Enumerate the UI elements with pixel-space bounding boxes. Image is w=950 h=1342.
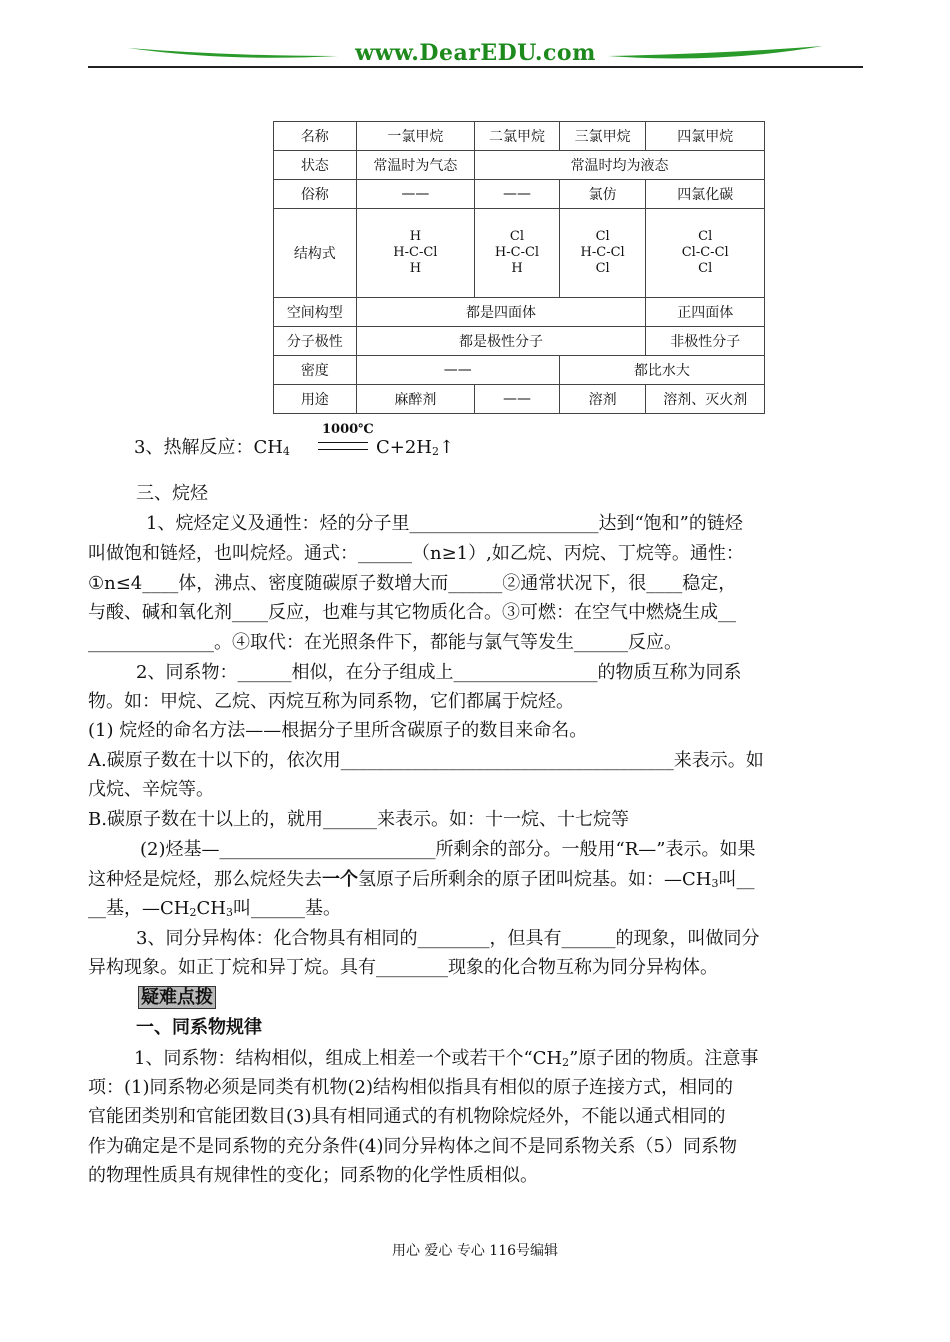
- text-line: 官能团类别和官能团数目(3)具有相同通式的有机物除烷烃外，不能以通式相同的: [88, 1106, 726, 1127]
- table-cell: 密度: [274, 356, 357, 385]
- table-cell: ——: [356, 180, 475, 209]
- text-line: 物。如：甲烷、乙烷、丙烷互称为同系物，它们都属于烷烃。: [88, 691, 574, 712]
- text-line: 这种烃是烷烃，那么烷烃失去一个氢原子后所剩余的原子团叫烷基。如：—CH3叫__: [88, 869, 755, 890]
- table-cell: 二氯甲烷: [475, 122, 560, 151]
- text-line: 与酸、碱和氧化剂____反应，也难与其它物质化合。③可燃：在空气中燃烧生成__: [88, 602, 736, 623]
- subsection-heading: 一、同系物规律: [136, 1017, 262, 1038]
- table-row: [274, 122, 765, 151]
- text-line: (2)烃基—________________________所剩余的部分。一般用“R—”表示。如果: [140, 839, 756, 860]
- structure-cell: [646, 209, 765, 298]
- table-cell: 都是四面体: [356, 298, 646, 327]
- text-line: 项：(1)同系物必须是同类有机物(2)结构相似指具有相似的原子连接方式，相同的: [88, 1077, 733, 1098]
- table-cell: 都是极性分子: [356, 327, 646, 356]
- text-line: 1、烷烃定义及通性：烃的分子里_____________________达到“饱和”的链烃: [146, 513, 743, 534]
- table-cell: 常温时均为液态: [475, 151, 765, 180]
- text-line: 异构现象。如正丁烷和异丁烷。具有________现象的化合物互称为同分异构体。: [88, 957, 718, 978]
- text-line: ①n≤4____体，沸点、密度随碳原子数增大而______②通常状况下，很____稳定，: [88, 573, 737, 594]
- table-cell: 溶剂: [559, 385, 646, 414]
- reaction-condition: 1000℃: [318, 422, 370, 456]
- table-row: [274, 151, 765, 180]
- text-line: 1、同系物：结构相似，组成上相差一个或若干个“CH2”原子团的物质。注意事: [134, 1048, 759, 1069]
- chloromethane-table: [273, 121, 765, 414]
- text-line: __基，—CH2CH3叫______基。: [88, 898, 341, 919]
- table-cell: 结构式: [274, 209, 357, 298]
- table-cell: 一氯甲烷: [356, 122, 475, 151]
- structural-formula: Cl Cl-C-Cl Cl: [681, 229, 729, 276]
- table-cell: ——: [356, 356, 559, 385]
- structure-cell: [559, 209, 646, 298]
- table-cell: ——: [475, 180, 560, 209]
- text-line: (1) 烷烃的命名方法——根据分子里所含碳原子的数目来命名。: [88, 720, 588, 741]
- text-line: ______________。④取代：在光照条件下，都能与氯气等发生______反应。: [88, 632, 682, 653]
- table-cell: 都比水大: [559, 356, 764, 385]
- structural-formula: Cl H-C-Cl Cl: [580, 229, 625, 276]
- table-cell: 溶剂、灭火剂: [646, 385, 765, 414]
- text-line: 作为确定是不是同系物的充分条件(4)同分异构体之间不是同系物关系（5）同系物: [88, 1136, 737, 1157]
- table-cell: 四氯化碳: [646, 180, 765, 209]
- table-cell: 俗称: [274, 180, 357, 209]
- text-line: 3、同分异构体：化合物具有相同的________，但具有______的现象，叫做同分: [136, 928, 760, 949]
- structure-cell: [475, 209, 560, 298]
- table-cell: 常温时为气态: [356, 151, 475, 180]
- text-line: 2、同系物：______相似，在分子组成上________________的物质互称为同系: [136, 662, 742, 683]
- header-rule: [88, 66, 863, 68]
- text-line: 叫做饱和链烃，也叫烷烃。通式：______（n≥1）,如乙烷、丙烷、丁烷等。通性：: [88, 543, 744, 564]
- table-row: [274, 327, 765, 356]
- table-cell: 非极性分子: [646, 327, 765, 356]
- reaction-product: C+2H2↑: [376, 437, 455, 458]
- table-row: [274, 356, 765, 385]
- table-cell: 名称: [274, 122, 357, 151]
- structural-formula: Cl H-C-Cl H: [494, 229, 540, 276]
- table-row: [274, 298, 765, 327]
- table-cell: 状态: [274, 151, 357, 180]
- table-cell: 四氯甲烷: [646, 122, 765, 151]
- text-line: 的物理性质具有规律性的变化；同系物的化学性质相似。: [88, 1165, 538, 1186]
- table-cell: 正四面体: [646, 298, 765, 327]
- equals-arrow-icon: [318, 442, 368, 450]
- page-footer: 用心 爱心 专心 116号编辑: [391, 1243, 559, 1259]
- highlight-heading: 疑难点拨: [138, 986, 216, 1010]
- pyrolysis-reaction: 3、热解反应：CH4: [134, 437, 290, 458]
- table-cell: 麻醉剂: [356, 385, 475, 414]
- structure-cell: [356, 209, 475, 298]
- table-row: [274, 180, 765, 209]
- table-row: [274, 209, 765, 298]
- table-cell: 空间构型: [274, 298, 357, 327]
- text-line: A.碳原子数在十以下的，依次用_____________________________________来表示。如: [88, 750, 764, 771]
- structural-formula: H H-C-Cl H: [393, 229, 438, 276]
- text-line: B.碳原子数在十以上的，就用______来表示。如：十一烷、十七烷等: [88, 809, 629, 830]
- site-logo-text: www.DearEDU.com: [355, 40, 596, 66]
- table-cell: 用途: [274, 385, 357, 414]
- text-line: 戊烷、辛烷等。: [88, 779, 214, 800]
- table-cell: ——: [475, 385, 560, 414]
- table-cell: 三氯甲烷: [559, 122, 646, 151]
- section-heading: 三、烷烃: [136, 483, 208, 504]
- table-cell: 氯仿: [559, 180, 646, 209]
- table-cell: 分子极性: [274, 327, 357, 356]
- table-row: [274, 385, 765, 414]
